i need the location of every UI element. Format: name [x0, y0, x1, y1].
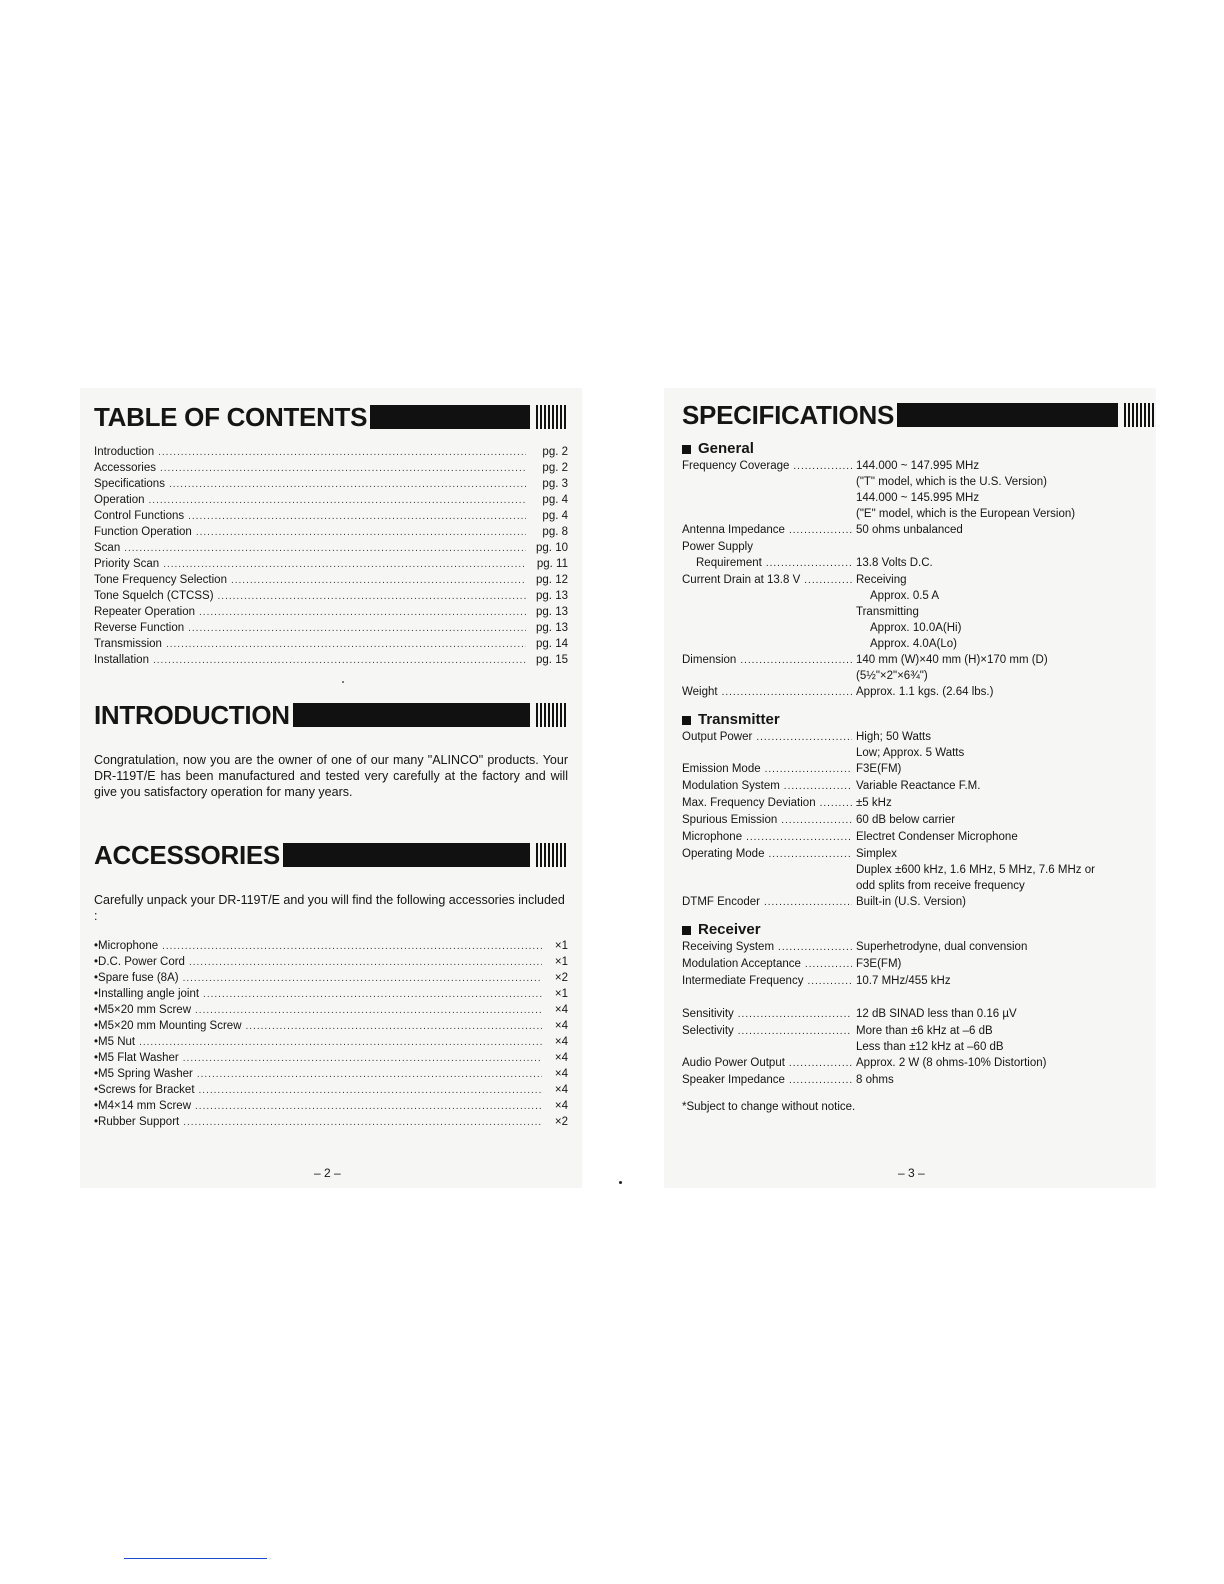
- spec-label-text: Operating Mode: [682, 848, 765, 860]
- dot-leader: [764, 895, 852, 911]
- accessory-item: [94, 1018, 568, 1034]
- dot-leader: [153, 653, 526, 669]
- accessory-item: [94, 1050, 568, 1066]
- dot-leader: [183, 1051, 542, 1067]
- spec-value-line: 144.000 ~ 145.995 MHz: [856, 492, 980, 504]
- spec-row: [682, 458, 1156, 522]
- dot-leader: [738, 1024, 852, 1040]
- spec-row: [682, 539, 1156, 555]
- spec-value: [856, 555, 1156, 572]
- toc-entry-label: Tone Frequency Selection: [94, 574, 227, 586]
- spec-value-line: Approx. 4.0A(Lo): [870, 638, 957, 650]
- spec-value: [856, 846, 1156, 894]
- toc-entry-label: Repeater Operation: [94, 606, 196, 618]
- dot-leader: [163, 557, 526, 573]
- spec-label: [682, 729, 856, 761]
- transmitter-specs: [682, 729, 1156, 911]
- toc-entry-page: pg. 11: [536, 558, 568, 570]
- dot-leader: [740, 653, 852, 669]
- toc-entry-page: pg. 4: [542, 510, 568, 522]
- spec-value: [856, 458, 1156, 522]
- dot-leader: [804, 573, 852, 589]
- dot-leader: [195, 1099, 542, 1115]
- spec-label-text: Dimension: [682, 654, 737, 666]
- spec-label: [682, 458, 856, 522]
- accessory-quantity: ×4: [554, 1084, 568, 1096]
- dot-leader: [195, 1003, 542, 1019]
- dot-leader: [784, 779, 852, 795]
- accessory-label: •M5 Nut: [94, 1036, 136, 1048]
- spec-row: [682, 973, 1156, 990]
- accessory-quantity: ×1: [554, 956, 568, 968]
- spec-label: [682, 555, 856, 572]
- toc-entry-label: Introduction: [94, 446, 155, 458]
- spec-value-line: 144.000 ~ 147.995 MHz: [856, 460, 980, 472]
- spec-label-text: Weight: [682, 686, 718, 698]
- spec-label: [682, 829, 856, 846]
- spec-label: [682, 939, 856, 956]
- spec-label: [682, 1072, 856, 1089]
- spec-row: [682, 956, 1156, 973]
- spec-value: [856, 812, 1156, 829]
- dot-leader: [149, 493, 526, 509]
- toc-entry: [94, 444, 568, 460]
- spec-value-line: ±5 kHz: [856, 797, 892, 809]
- spec-value-line: Receiving: [856, 574, 907, 586]
- spec-value: [856, 973, 1156, 990]
- spec-value: [856, 894, 1156, 911]
- dot-leader: [124, 541, 526, 557]
- spec-label-text: Modulation System: [682, 780, 780, 792]
- scan-speck: [342, 681, 344, 683]
- accessory-label: •M5×20 mm Screw: [94, 1004, 192, 1016]
- dot-leader: [738, 1007, 852, 1023]
- toc-entry: [94, 604, 568, 620]
- toc-entry-page: pg. 2: [542, 462, 568, 474]
- dot-leader: [183, 1115, 542, 1131]
- spec-label: [682, 1006, 856, 1023]
- spec-value: [856, 1023, 1156, 1055]
- spec-row: [682, 1023, 1156, 1055]
- spec-value: [856, 652, 1156, 684]
- toc-entry-label: Function Operation: [94, 526, 192, 538]
- accessory-quantity: ×4: [554, 1100, 568, 1112]
- toc-title: TABLE OF CONTENTS: [94, 402, 368, 432]
- toc-entry-label: Reverse Function: [94, 622, 185, 634]
- toc-entry-label: Tone Squelch (CTCSS): [94, 590, 214, 602]
- dot-leader: [722, 685, 852, 701]
- spec-label-text: Modulation Acceptance: [682, 958, 801, 970]
- toc-entry-label: Scan: [94, 542, 121, 554]
- receiver-specs: [682, 939, 1156, 990]
- spec-row: [682, 1055, 1156, 1072]
- accessory-item: [94, 986, 568, 1002]
- dot-leader: [746, 830, 852, 846]
- spec-label-text: Microphone: [682, 831, 743, 843]
- toc-entry: [94, 572, 568, 588]
- spec-value: [856, 1072, 1156, 1089]
- dot-leader: [246, 1019, 542, 1035]
- spec-row: [682, 572, 1156, 652]
- spec-value-line: Approx. 2 W (8 ohms-10% Distortion): [856, 1057, 1047, 1069]
- accessory-item: [94, 1098, 568, 1114]
- spec-label-text: DTMF Encoder: [682, 896, 760, 908]
- table-of-contents: [94, 444, 568, 668]
- spec-value-line: Low; Approx. 5 Watts: [856, 747, 965, 759]
- accessory-item: [94, 970, 568, 986]
- specifications-heading: [682, 398, 1156, 432]
- spec-value: [856, 1055, 1156, 1072]
- toc-entry-label: Accessories: [94, 462, 156, 474]
- introduction-heading: [94, 698, 568, 732]
- heading-bar: [293, 703, 568, 727]
- spec-label-text: Sensitivity: [682, 1008, 734, 1020]
- spec-value-line: Variable Reactance F.M.: [856, 780, 981, 792]
- accessories-heading: [94, 838, 568, 872]
- spec-label: [682, 846, 856, 894]
- spec-value: [856, 761, 1156, 778]
- spec-label-text: Emission Mode: [682, 763, 761, 775]
- dot-leader: [231, 573, 526, 589]
- dot-leader: [789, 1056, 852, 1072]
- spec-value-line: F3E(FM): [856, 958, 902, 970]
- receiver-specs-continued: [682, 1006, 1156, 1089]
- footer-rule: [124, 1558, 267, 1559]
- receiver-heading: [682, 921, 1156, 939]
- toc-entry-label: Control Functions: [94, 510, 185, 522]
- toc-entry-label: Priority Scan: [94, 558, 160, 570]
- dot-leader: [765, 762, 852, 778]
- toc-entry: [94, 524, 568, 540]
- toc-entry-page: pg. 12: [536, 574, 568, 586]
- accessory-item: [94, 1034, 568, 1050]
- accessory-item: [94, 938, 568, 954]
- toc-entry-page: pg. 8: [542, 526, 568, 538]
- spec-label: [682, 795, 856, 812]
- dot-leader: [807, 974, 852, 990]
- accessory-quantity: ×4: [554, 1036, 568, 1048]
- spec-row: [682, 1006, 1156, 1023]
- receiver-title: Receiver: [698, 921, 761, 938]
- spec-value-line: F3E(FM): [856, 763, 902, 775]
- accessory-label: •Rubber Support: [94, 1116, 180, 1128]
- toc-entry-page: pg. 2: [542, 446, 568, 458]
- toc-entry-page: pg. 3: [542, 478, 568, 490]
- toc-entry-page: pg. 13: [536, 590, 568, 602]
- toc-entry-page: pg. 13: [536, 606, 568, 618]
- dot-leader: [158, 445, 526, 461]
- spec-label: [682, 956, 856, 973]
- dot-leader: [197, 1067, 542, 1083]
- toc-entry-page: pg. 14: [536, 638, 568, 650]
- dot-leader: [139, 1035, 542, 1051]
- spec-row: [682, 812, 1156, 829]
- accessory-quantity: ×1: [554, 988, 568, 1000]
- spec-value-line: Approx. 1.1 kgs. (2.64 lbs.): [856, 686, 994, 698]
- spec-value-line: 60 dB below carrier: [856, 814, 956, 826]
- accessory-label: •Installing angle joint: [94, 988, 200, 1000]
- spec-value: [856, 829, 1156, 846]
- spec-label: [682, 761, 856, 778]
- accessory-quantity: ×4: [554, 1004, 568, 1016]
- dot-leader: [820, 796, 852, 812]
- toc-entry-page: pg. 4: [542, 494, 568, 506]
- spec-row: [682, 522, 1156, 539]
- spec-value: [856, 956, 1156, 973]
- heading-bar: [897, 403, 1156, 427]
- spec-value: [856, 539, 1156, 555]
- spec-value-line: 140 mm (W)×40 mm (H)×170 mm (D): [856, 654, 1048, 666]
- transmitter-title: Transmitter: [698, 711, 780, 728]
- spec-value-line: Duplex ±600 kHz, 1.6 MHz, 5 MHz, 7.6 MHz or: [856, 864, 1095, 876]
- spec-value: [856, 684, 1156, 701]
- general-title: General: [698, 440, 754, 457]
- spec-label: [682, 894, 856, 911]
- accessory-label: •D.C. Power Cord: [94, 956, 185, 968]
- spec-label-text: Output Power: [682, 731, 753, 743]
- spec-value-line: Approx. 0.5 A: [870, 590, 940, 602]
- toc-entry: [94, 652, 568, 668]
- dot-leader: [196, 525, 526, 541]
- spec-row: [682, 894, 1156, 911]
- accessories-section: [94, 838, 568, 1130]
- page-number-left: – 2 –: [314, 1166, 341, 1180]
- dot-leader: [183, 971, 542, 987]
- toc-entry-page: pg. 15: [536, 654, 568, 666]
- spec-label: [682, 539, 856, 555]
- spec-row: [682, 555, 1156, 572]
- accessory-label: •M5×20 mm Mounting Screw: [94, 1020, 242, 1032]
- dot-leader: [789, 1073, 852, 1089]
- dot-leader: [805, 957, 852, 973]
- accessory-quantity: ×4: [554, 1068, 568, 1080]
- toc-entry: [94, 508, 568, 524]
- spec-value-line: odd splits from receive frequency: [856, 880, 1025, 892]
- spec-label: [682, 812, 856, 829]
- accessory-label: •M5 Flat Washer: [94, 1052, 179, 1064]
- toc-entry: [94, 588, 568, 604]
- general-specs: [682, 458, 1156, 701]
- accessory-item: [94, 1066, 568, 1082]
- spec-value: [856, 522, 1156, 539]
- spec-value-line: 12 dB SINAD less than 0.16 µV: [856, 1008, 1017, 1020]
- spec-label: [682, 652, 856, 684]
- spec-label: [682, 1055, 856, 1072]
- dot-leader: [793, 459, 852, 475]
- dot-leader: [781, 813, 852, 829]
- spec-label-text: Power Supply: [682, 541, 753, 553]
- toc-entry-page: pg. 13: [536, 622, 568, 634]
- spec-label-text: Spurious Emission: [682, 814, 778, 826]
- accessories-list: [94, 938, 568, 1130]
- spec-row: [682, 684, 1156, 701]
- page-number-right: – 3 –: [898, 1166, 925, 1180]
- dot-leader: [199, 605, 526, 621]
- toc-entry: [94, 636, 568, 652]
- spec-row: [682, 761, 1156, 778]
- toc-entry: [94, 476, 568, 492]
- dot-leader: [189, 955, 542, 971]
- toc-entry: [94, 620, 568, 636]
- accessories-text: Carefully unpack your DR-119T/E and you will find the following accessories included :: [94, 893, 565, 923]
- accessory-quantity: ×1: [554, 940, 568, 952]
- spec-label-text: Requirement: [696, 557, 762, 569]
- dot-leader: [188, 621, 526, 637]
- introduction-section: [94, 698, 568, 800]
- spec-row: [682, 795, 1156, 812]
- spec-value-line: (5½"×2"×6¾"): [856, 670, 928, 682]
- accessory-quantity: ×2: [554, 972, 568, 984]
- spec-label-text: Receiving System: [682, 941, 775, 953]
- spec-label-text: Intermediate Frequency: [682, 975, 804, 987]
- footnote: *Subject to change without notice.: [682, 1101, 856, 1113]
- toc-entry: [94, 556, 568, 572]
- spec-value-line: Superhetrodyne, dual convension: [856, 941, 1028, 953]
- dot-leader: [166, 637, 526, 653]
- spec-value: [856, 729, 1156, 761]
- square-bullet-icon: [682, 926, 691, 935]
- spec-value: [856, 1006, 1156, 1023]
- accessory-item: [94, 1082, 568, 1098]
- dot-leader: [756, 730, 852, 746]
- spec-value-line: High; 50 Watts: [856, 731, 931, 743]
- spec-row: [682, 729, 1156, 761]
- square-bullet-icon: [682, 445, 691, 454]
- accessory-label: •M4×14 mm Screw: [94, 1100, 192, 1112]
- scan-speck: [619, 1181, 622, 1184]
- spec-row: [682, 846, 1156, 894]
- spec-row: [682, 652, 1156, 684]
- dot-leader: [162, 939, 542, 955]
- dot-leader: [203, 987, 542, 1003]
- toc-entry-label: Installation: [94, 654, 149, 666]
- spec-label: [682, 973, 856, 990]
- spacer: [682, 990, 1156, 1006]
- spec-label-text: Speaker Impedance: [682, 1074, 785, 1086]
- accessory-item: [94, 954, 568, 970]
- toc-heading: [94, 400, 568, 434]
- spec-value-line: Less than ±12 kHz at –60 dB: [856, 1041, 1004, 1053]
- spec-label-text: Current Drain at 13.8 V: [682, 574, 801, 586]
- accessory-item: [94, 1114, 568, 1130]
- toc-entry-label: Specifications: [94, 478, 165, 490]
- dot-leader: [160, 461, 526, 477]
- dot-leader: [199, 1083, 542, 1099]
- dot-leader: [169, 477, 526, 493]
- spec-value-line: More than ±6 kHz at –6 dB: [856, 1025, 993, 1037]
- accessory-label: •Microphone: [94, 940, 159, 952]
- spec-label: [682, 778, 856, 795]
- spec-value-line: Electret Condenser Microphone: [856, 831, 1018, 843]
- square-bullet-icon: [682, 716, 691, 725]
- dot-leader: [789, 523, 852, 539]
- spec-label: [682, 522, 856, 539]
- spec-row: [682, 1072, 1156, 1089]
- spec-label: [682, 684, 856, 701]
- spec-value: [856, 939, 1156, 956]
- introduction-title: INTRODUCTION: [94, 700, 290, 730]
- accessory-label: •M5 Spring Washer: [94, 1068, 193, 1080]
- spec-label-text: Selectivity: [682, 1025, 734, 1037]
- toc-entry: [94, 540, 568, 556]
- toc-entry-label: Operation: [94, 494, 145, 506]
- right-page: [682, 398, 1156, 1113]
- spec-value-line: Built-in (U.S. Version): [856, 896, 966, 908]
- specifications-title: SPECIFICATIONS: [682, 400, 895, 430]
- spec-value-line: 8 ohms: [856, 1074, 894, 1086]
- spec-label: [682, 1023, 856, 1055]
- accessory-item: [94, 1002, 568, 1018]
- spec-value-line: Transmitting: [856, 606, 919, 618]
- spec-value-line: Approx. 10.0A(Hi): [870, 622, 962, 634]
- spec-value-line: Simplex: [856, 848, 897, 860]
- spec-row: [682, 829, 1156, 846]
- accessory-label: •Screws for Bracket: [94, 1084, 195, 1096]
- toc-entry-page: pg. 10: [536, 542, 568, 554]
- accessory-label: •Spare fuse (8A): [94, 972, 179, 984]
- toc-entry: [94, 460, 568, 476]
- spec-label-text: Audio Power Output: [682, 1057, 785, 1069]
- spec-value-line: 10.7 MHz/455 kHz: [856, 975, 951, 987]
- spec-value-line: [856, 539, 1156, 555]
- spec-value: [856, 795, 1156, 812]
- dot-leader: [218, 589, 526, 605]
- dot-leader: [768, 847, 852, 863]
- spec-label-text: Max. Frequency Deviation: [682, 797, 816, 809]
- introduction-text: Congratulation, now you are the owner of one of our many "ALINCO" products. Your DR-119T/E has been manufactured and tested very carefully at the factory and will give you satisfactory operation for many years.: [94, 753, 568, 799]
- spec-row: [682, 939, 1156, 956]
- dot-leader: [766, 556, 852, 572]
- toc-entry-label: Transmission: [94, 638, 162, 650]
- left-page: [94, 400, 568, 1130]
- spec-value: [856, 572, 1156, 652]
- spec-value-line: 50 ohms unbalanced: [856, 524, 963, 536]
- spec-label: [682, 572, 856, 652]
- toc-entry: [94, 492, 568, 508]
- spec-label-text: Antenna Impedance: [682, 524, 785, 536]
- accessory-quantity: ×4: [554, 1052, 568, 1064]
- spec-label-text: Frequency Coverage: [682, 460, 790, 472]
- spec-value-line: 13.8 Volts D.C.: [856, 557, 933, 569]
- spec-value: [856, 778, 1156, 795]
- spec-value-line: ("E" model, which is the European Version): [856, 508, 1076, 520]
- spec-row: [682, 778, 1156, 795]
- spec-value-line: ("T" model, which is the U.S. Version): [856, 476, 1047, 488]
- dot-leader: [188, 509, 526, 525]
- transmitter-heading: [682, 711, 1156, 729]
- heading-bar: [283, 843, 568, 867]
- accessories-title: ACCESSORIES: [94, 840, 280, 870]
- accessory-quantity: ×4: [554, 1020, 568, 1032]
- heading-bar: [370, 405, 568, 429]
- general-heading: [682, 440, 1156, 458]
- accessory-quantity: ×2: [554, 1116, 568, 1128]
- dot-leader: [778, 940, 852, 956]
